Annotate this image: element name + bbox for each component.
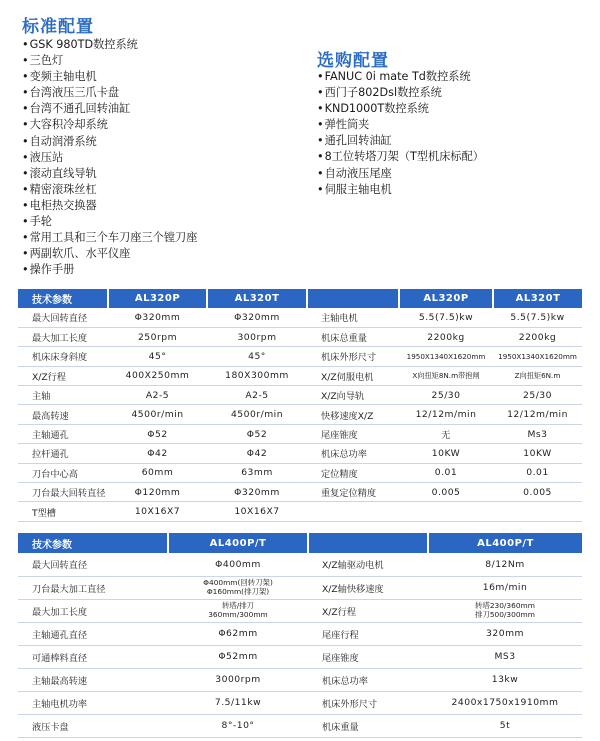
table-header-cell: AL400P/T <box>168 533 308 553</box>
table-cell: 机床总重量 <box>307 327 399 346</box>
standard-config-item: • 电柜热交换器 <box>22 198 197 214</box>
standard-config-item: • 台湾不通孔回转油缸 <box>22 101 197 117</box>
table-cell: 最高转速 <box>18 405 108 424</box>
optional-config-item: • 8工位转塔刀架（T型机床标配） <box>317 149 484 165</box>
table-cell: 10KW <box>493 444 582 463</box>
table-header-cell: 技术参数 <box>18 289 108 308</box>
standard-config-item: • 操作手册 <box>22 262 197 278</box>
table-cell: 12/12m/min <box>493 405 582 424</box>
table-cell: 1950X1340X1620mm <box>493 347 582 366</box>
table-cell: 10KW <box>399 444 493 463</box>
table-cell: 机床总功率 <box>308 668 428 691</box>
table-cell: 7.5/11kw <box>168 691 308 714</box>
table-cell: 机床重量 <box>308 714 428 737</box>
table-row <box>18 691 582 714</box>
table-cell: 2400x1750x1910mm <box>428 691 582 714</box>
table-cell: 机床外形尺寸 <box>308 691 428 714</box>
optional-config-item: • KND1000T数控系统 <box>317 101 484 117</box>
table-cell: 最大加工长度 <box>18 599 168 622</box>
table-cell: T型槽 <box>18 502 108 521</box>
table-row <box>18 327 582 346</box>
optional-config-item: • 弹性筒夹 <box>317 117 484 133</box>
table-header-cell <box>307 289 399 308</box>
table-cell: 刀台中心高 <box>18 463 108 482</box>
table-row <box>18 424 582 443</box>
standard-config-item: • 常用工具和三个车刀座三个镗刀座 <box>22 230 197 246</box>
table-header-cell: AL320T <box>207 289 307 308</box>
table-header-cell: 技术参数 <box>18 533 168 553</box>
standard-config-item: • 自动润滑系统 <box>22 134 197 150</box>
table-row <box>18 714 582 737</box>
table-cell: X向扭矩8N.m带抱闸 <box>399 366 493 385</box>
table-cell: Φ52mm <box>168 645 308 668</box>
table-cell: 主轴最高转速 <box>18 668 168 691</box>
table-cell: 300rpm <box>207 327 307 346</box>
table-cell: 最大回转直径 <box>18 308 108 327</box>
table-cell: 0.01 <box>493 463 582 482</box>
table-cell: 16m/min <box>428 576 582 599</box>
table-cell: 2200kg <box>493 327 582 346</box>
standard-config-item: • 变频主轴电机 <box>22 69 197 85</box>
spec-table-al320 <box>18 289 582 522</box>
table-cell: 5t <box>428 714 582 737</box>
table-cell: 主轴通孔 <box>18 424 108 443</box>
table-cell: Φ52 <box>108 424 207 443</box>
table-cell: 转塔/排刀 360mm/300mm <box>168 599 308 622</box>
optional-config-item: • FANUC 0i mate Td数控系统 <box>317 69 484 85</box>
table-cell: Φ52 <box>207 424 307 443</box>
table-header-cell: AL320P <box>108 289 207 308</box>
table-row <box>18 386 582 405</box>
standard-config-item: • 两副软爪、水平仪座 <box>22 246 197 262</box>
table-row <box>18 463 582 482</box>
table-cell: X/Z伺服电机 <box>307 366 399 385</box>
table-cell: 可通棒料直径 <box>18 645 168 668</box>
table-cell: Φ120mm <box>108 483 207 502</box>
table-cell: Φ400mm(回转刀架) Φ160mm(排刀架) <box>168 576 308 599</box>
spec-table-al400 <box>18 533 582 738</box>
standard-config-item: • 三色灯 <box>22 53 197 69</box>
table-cell: A2-5 <box>108 386 207 405</box>
standard-config-item: • 台湾液压三爪卡盘 <box>22 85 197 101</box>
optional-config-item: • 自动液压尾座 <box>317 166 484 182</box>
table-cell: Φ320mm <box>207 308 307 327</box>
table-cell: 最大加工长度 <box>18 327 108 346</box>
optional-config-title: 选购配置 <box>317 51 389 71</box>
table-header-cell <box>308 533 428 553</box>
table-cell: 8°-10° <box>168 714 308 737</box>
table-cell: 180X300mm <box>207 366 307 385</box>
table-cell: 1950X1340X1620mm <box>399 347 493 366</box>
table-cell: 尾座锥度 <box>307 424 399 443</box>
table-header-cell: AL400P/T <box>428 533 582 553</box>
table-row <box>18 444 582 463</box>
table-cell: 8/12Nm <box>428 553 582 576</box>
table-cell: Φ42 <box>108 444 207 463</box>
optional-config-list <box>317 69 484 198</box>
table-cell: MS3 <box>428 645 582 668</box>
standard-config-item: • 液压站 <box>22 150 197 166</box>
optional-config-item: • 西门子802Dsl数控系统 <box>317 85 484 101</box>
table-cell: 2200kg <box>399 327 493 346</box>
table-cell: 10X16X7 <box>207 502 307 521</box>
table-cell: 0.005 <box>493 483 582 502</box>
table-cell: X/Z轴快移速度 <box>308 576 428 599</box>
table-cell: 转塔230/360mm 排刀500/300mm <box>428 599 582 622</box>
table-cell: 5.5(7.5)kw <box>399 308 493 327</box>
table-cell: 25/30 <box>493 386 582 405</box>
standard-config-list <box>22 37 197 278</box>
table-cell: Φ62mm <box>168 622 308 645</box>
table-row <box>18 622 582 645</box>
table-cell: 320mm <box>428 622 582 645</box>
table-header-row <box>18 533 582 553</box>
table-cell: 10X16X7 <box>108 502 207 521</box>
standard-config-item: • 滚动直线导轨 <box>22 166 197 182</box>
table-cell: 60mm <box>108 463 207 482</box>
table-cell: 机床床身斜度 <box>18 347 108 366</box>
table-cell: 尾座锥度 <box>308 645 428 668</box>
table-cell: 快移速度X/Z <box>307 405 399 424</box>
standard-config-title: 标准配置 <box>22 17 94 37</box>
table-cell: 0.01 <box>399 463 493 482</box>
optional-config-item: • 伺服主轴电机 <box>317 182 484 198</box>
table-row <box>18 405 582 424</box>
table-row <box>18 599 582 622</box>
table-cell: X/Z行程 <box>308 599 428 622</box>
table-cell: 拉杆通孔 <box>18 444 108 463</box>
table-cell: 45° <box>207 347 307 366</box>
table-cell: 25/30 <box>399 386 493 405</box>
table-row <box>18 308 582 327</box>
table-header-cell: AL320P <box>399 289 493 308</box>
table-cell: Φ320mm <box>207 483 307 502</box>
standard-config-item: • 大容积冷却系统 <box>22 117 197 133</box>
table-cell: 45° <box>108 347 207 366</box>
table-cell: X/Z向导轨 <box>307 386 399 405</box>
table-cell: 13kw <box>428 668 582 691</box>
table-cell: 无 <box>399 424 493 443</box>
table-cell: 定位精度 <box>307 463 399 482</box>
table-cell: X/Z轴驱动电机 <box>308 553 428 576</box>
table-cell: 刀台最大加工直径 <box>18 576 168 599</box>
table-cell: Ms3 <box>493 424 582 443</box>
table-cell: 刀台最大回转直径 <box>18 483 108 502</box>
table-cell: 4500r/min <box>108 405 207 424</box>
table-cell: 最大回转直径 <box>18 553 168 576</box>
table-cell: 3000rpm <box>168 668 308 691</box>
table-cell: 机床外形尺寸 <box>307 347 399 366</box>
optional-config-item: • 通孔回转油缸 <box>317 133 484 149</box>
table-cell: 液压卡盘 <box>18 714 168 737</box>
table-cell: 0.005 <box>399 483 493 502</box>
table-cell: 主轴通孔直径 <box>18 622 168 645</box>
table-cell: 12/12m/min <box>399 405 493 424</box>
table-cell: 主轴 <box>18 386 108 405</box>
table-cell: X/Z行程 <box>18 366 108 385</box>
table-cell: 400X250mm <box>108 366 207 385</box>
table-row <box>18 366 582 385</box>
table-cell: A2-5 <box>207 386 307 405</box>
table-row <box>18 347 582 366</box>
table-cell: Z向扭矩6N.m <box>493 366 582 385</box>
table-row <box>18 553 582 576</box>
table-header-cell: AL320T <box>493 289 582 308</box>
table-cell <box>307 502 399 521</box>
table-cell: 主轴电机 <box>307 308 399 327</box>
table-cell <box>493 502 582 521</box>
table-row <box>18 483 582 502</box>
table-header-row <box>18 289 582 308</box>
table-row <box>18 645 582 668</box>
table-cell: 250rpm <box>108 327 207 346</box>
table-cell: 5.5(7.5)kw <box>493 308 582 327</box>
table-cell <box>399 502 493 521</box>
table-cell: 机床总功率 <box>307 444 399 463</box>
table-cell: Φ42 <box>207 444 307 463</box>
standard-config-item: • 手轮 <box>22 214 197 230</box>
table-cell: Φ320mm <box>108 308 207 327</box>
table-cell: 主轴电机功率 <box>18 691 168 714</box>
standard-config-item: • 精密滚珠丝杠 <box>22 182 197 198</box>
table-cell: 尾座行程 <box>308 622 428 645</box>
table-cell: 重复定位精度 <box>307 483 399 502</box>
table-row <box>18 502 582 521</box>
table-row <box>18 576 582 599</box>
table-cell: 63mm <box>207 463 307 482</box>
standard-config-item: • GSK 980TD数控系统 <box>22 37 197 53</box>
table-cell: Φ400mm <box>168 553 308 576</box>
table-row <box>18 668 582 691</box>
table-cell: 4500r/min <box>207 405 307 424</box>
